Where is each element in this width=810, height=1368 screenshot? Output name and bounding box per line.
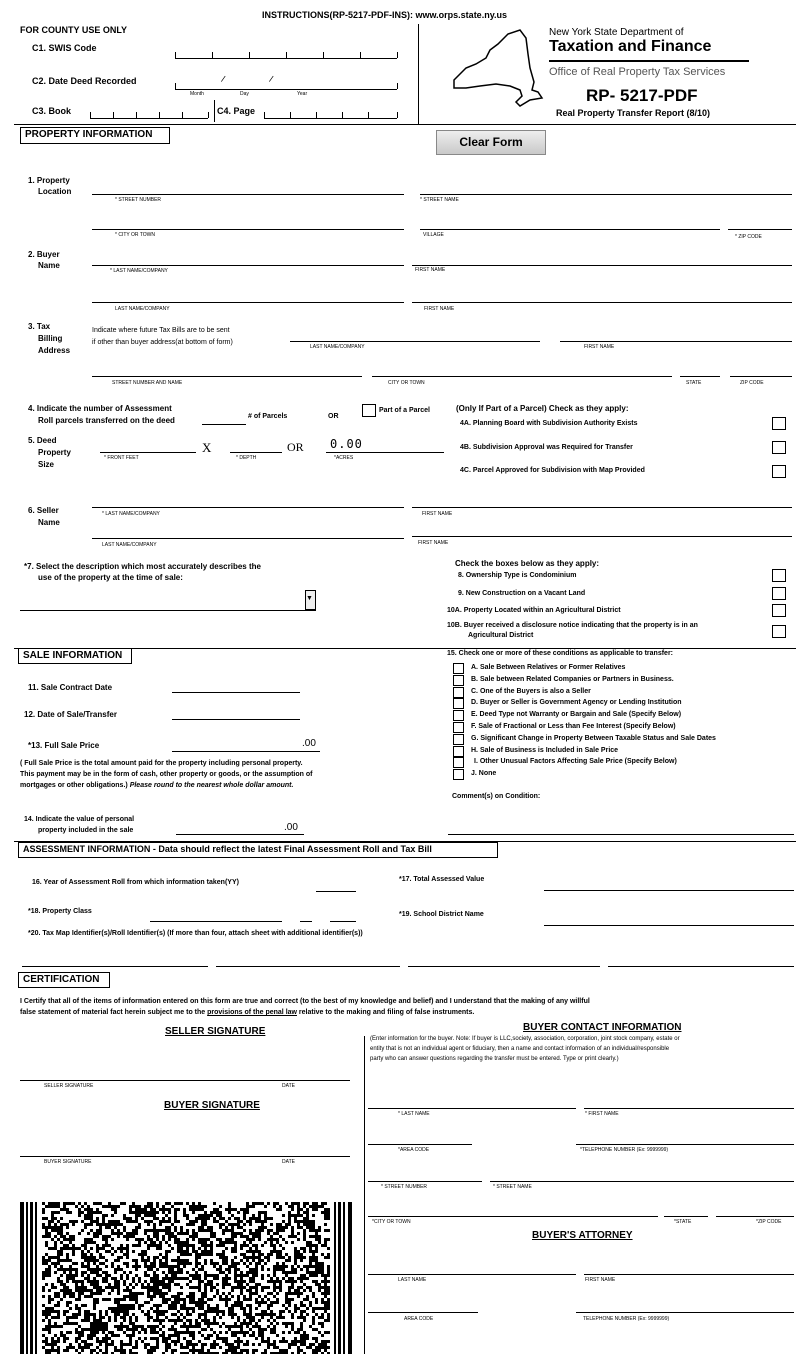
condition-checkbox[interactable] <box>453 757 464 768</box>
buyer2-last-input[interactable] <box>92 302 404 303</box>
contact-street-number-input[interactable] <box>368 1181 482 1182</box>
buyer1-last-input[interactable] <box>92 265 404 266</box>
q9-checkbox[interactable] <box>772 587 786 600</box>
cert-text1: I Certify that all of the items of information entered on this form are true and correct (to the best of my knowledge and belief) and I understand that the making of any willful <box>20 998 590 1005</box>
condition-label: D. Buyer or Seller is Government Agency or Lending Institution <box>471 699 682 707</box>
billing-first-input[interactable] <box>560 341 792 342</box>
or2-label: OR <box>287 440 304 454</box>
condition-checkbox[interactable] <box>453 698 464 709</box>
street-name-label: * STREET NAME <box>420 197 459 203</box>
billing-city-label: CITY OR TOWN <box>388 380 425 386</box>
seller2-last-label: LAST NAME/COMPANY <box>102 542 157 548</box>
contact-note2: entity that is not an individual agent or fiduciary, then a name and contact information of an individual/responsible <box>370 1046 670 1052</box>
num-parcels-label: # of Parcels <box>248 413 288 420</box>
q4b-label: 4B. Subdivision Approval was Required for Transfer <box>460 444 633 451</box>
village-label: VILLAGE <box>423 232 444 238</box>
q1-label-2: Location <box>38 187 72 196</box>
q6-label: 6. Seller <box>28 506 59 515</box>
sale-note3: mortgages or other obligations.) Please round to the nearest whole dollar amount. <box>20 782 294 789</box>
q5-label: 5. Deed <box>28 436 57 445</box>
buyer1-last-label: * LAST NAME/COMPANY <box>110 268 168 274</box>
q11-label: 11. Sale Contract Date <box>28 683 113 692</box>
condition-checkbox[interactable] <box>453 746 464 757</box>
contact-phone-input[interactable] <box>576 1144 794 1145</box>
q2-label: 2. Buyer <box>28 250 60 259</box>
buyer2-last-label: LAST NAME/COMPANY <box>115 306 170 312</box>
contact-phone-label: *TELEPHONE NUMBER (Ex: 9999999) <box>580 1147 669 1153</box>
chevron-down-icon: ▼ <box>306 595 313 602</box>
check-boxes-label: Check the boxes below as they apply: <box>455 559 600 568</box>
swis-code-label: C1. SWIS Code <box>32 43 97 53</box>
seller2-first-input[interactable] <box>412 536 792 537</box>
seller2-first-label: FIRST NAME <box>418 540 449 546</box>
part-parcel-note: (Only If Part of a Parcel) Check as they apply: <box>456 404 629 413</box>
acres-label: *ACRES <box>334 455 354 461</box>
acres-underline <box>326 452 444 453</box>
contact-city-input[interactable] <box>368 1216 658 1217</box>
buyer-contact-title: BUYER CONTACT INFORMATION <box>523 1022 682 1033</box>
q4c-checkbox[interactable] <box>772 465 786 478</box>
form-id: RP- 5217-PDF <box>586 86 698 105</box>
year-label: Year <box>297 91 308 97</box>
billing-first-label: FIRST NAME <box>584 344 615 350</box>
q3-note1: Indicate where future Tax Bills are to be sent <box>92 327 230 334</box>
class-dash <box>300 921 312 922</box>
part-parcel-checkbox[interactable] <box>362 404 376 417</box>
contact-street-name-input[interactable] <box>490 1181 794 1182</box>
property-section-title: PROPERTY INFORMATION <box>20 127 170 144</box>
depth-input[interactable] <box>230 452 282 453</box>
billing-state-label: STATE <box>686 380 702 386</box>
day-label: Day <box>240 91 249 97</box>
tax-map-id-2[interactable] <box>216 966 400 967</box>
zip-label: * ZIP CODE <box>735 234 762 240</box>
contact-street-name-label: * STREET NAME <box>493 1184 532 1190</box>
cert-text2: false statement of material fact herein subject me to the provisions of the penal law relative to the making and filing of false instruments. <box>20 1009 475 1016</box>
contact-area-label: *AREA CODE <box>398 1147 430 1153</box>
condition-label: J. None <box>471 770 497 778</box>
front-feet-label: * FRONT FEET <box>104 455 139 461</box>
q7-label-2: use of the property at the time of sale: <box>38 573 183 582</box>
condition-label: C. One of the Buyers is also a Seller <box>471 687 591 695</box>
condition-checkbox[interactable] <box>453 769 464 780</box>
billing-state-input[interactable] <box>680 376 720 377</box>
q5-label-3: Size <box>38 460 55 469</box>
q7-label: *7. Select the description which most accurately describes the <box>24 562 261 571</box>
q10b-label: 10B. Buyer received a disclosure notice indicating that the property is in an <box>447 622 698 629</box>
buyer2-first-label: FIRST NAME <box>424 306 455 312</box>
attorney-first-label: FIRST NAME <box>585 1277 616 1283</box>
city-town-label: * CITY OR TOWN <box>115 232 156 238</box>
q8-label: 8. Ownership Type is Condominium <box>458 572 577 579</box>
contact-area-input[interactable] <box>368 1144 472 1145</box>
seller2-last-input[interactable] <box>92 538 404 539</box>
q4c-label: 4C. Parcel Approved for Subdivision with Map Provided <box>460 467 645 474</box>
condition-checkbox[interactable] <box>453 687 464 698</box>
ny-state-map-icon <box>446 28 544 110</box>
billing-zip-label: ZIP CODE <box>740 380 764 386</box>
q4-label-2: Roll parcels transferred on the deed <box>38 416 175 425</box>
assessment-section-title: ASSESSMENT INFORMATION - Data should reflect the latest Final Assessment Roll and Tax Bill <box>18 842 498 858</box>
property-class-input[interactable] <box>150 921 282 922</box>
contact-first-input[interactable] <box>584 1108 794 1109</box>
q15-label: 15. Check one or more of these conditions as applicable to transfer: <box>447 650 673 657</box>
billing-street-label: STREET NUMBER AND NAME <box>112 380 183 386</box>
attorney-last-input[interactable] <box>368 1274 576 1275</box>
condition-checkbox[interactable] <box>453 663 464 674</box>
comments-label: Comment(s) on Condition: <box>452 793 541 800</box>
property-class-suffix-input[interactable] <box>330 921 356 922</box>
sale-contract-date-input[interactable] <box>172 692 300 693</box>
barcode-image <box>20 1202 352 1354</box>
dept-line1: New York State Department of <box>549 27 684 38</box>
billing-city-input[interactable] <box>372 376 672 377</box>
village-input[interactable] <box>420 229 720 230</box>
q2-label-2: Name <box>38 261 60 270</box>
billing-last-input[interactable] <box>290 341 540 342</box>
num-parcels-input[interactable] <box>202 424 246 425</box>
q3-label-2: Billing <box>38 334 63 343</box>
q8-checkbox[interactable] <box>772 569 786 582</box>
date-deed-recorded-label: C2. Date Deed Recorded <box>32 76 137 86</box>
seller-date-label: DATE <box>282 1083 295 1089</box>
seller1-last-label: * LAST NAME/COMPANY <box>102 511 160 517</box>
q6-label-2: Name <box>38 518 60 527</box>
condition-label: F. Sale of Fractional or Less than Fee Interest (Specify Below) <box>471 723 676 730</box>
billing-last-label: LAST NAME/COMPANY <box>310 344 365 350</box>
q10b-checkbox[interactable] <box>772 625 786 638</box>
q3-label: 3. Tax <box>28 322 51 331</box>
sale-price-underline <box>172 751 320 752</box>
q19-label: *19. School District Name <box>399 911 484 918</box>
attorney-title: BUYER'S ATTORNEY <box>532 1230 633 1241</box>
roll-year-input[interactable] <box>316 891 356 892</box>
office-label: Office of Real Property Tax Services <box>549 66 726 78</box>
street-number-label: * STREET NUMBER <box>115 197 162 203</box>
q12-label: 12. Date of Sale/Transfer <box>24 710 117 719</box>
q20-label: *20. Tax Map Identifier(s)/Roll Identifier(s) (If more than four, attach sheet with additional identifier(s)) <box>28 930 363 937</box>
condition-checkbox[interactable] <box>453 710 464 721</box>
contact-zip-label: *ZIP CODE <box>756 1219 782 1225</box>
contact-state-label: *STATE <box>674 1219 692 1225</box>
page-label: C4. Page <box>217 106 256 116</box>
instructions-link[interactable]: INSTRUCTIONS(RP-5217-PDF-INS): www.orps.state.ny.us <box>262 10 508 20</box>
attorney-area-label: AREA CODE <box>404 1316 434 1322</box>
street-name-input[interactable] <box>420 194 792 195</box>
tax-map-id-1[interactable] <box>22 966 208 967</box>
q9-label: 9. New Construction on a Vacant Land <box>458 590 586 597</box>
seller1-first-input[interactable] <box>412 507 792 508</box>
q4a-label: 4A. Planning Board with Subdivision Authority Exists <box>460 420 638 427</box>
book-label: C3. Book <box>32 106 72 116</box>
condition-checkbox[interactable] <box>453 722 464 733</box>
q4-label: 4. Indicate the number of Assessment <box>28 404 172 413</box>
contact-note1: (Enter information for the buyer. Note: If buyer is LLC,society, association, corporation, joint stock company, estate or <box>370 1036 680 1042</box>
buyer-date-label: DATE <box>282 1159 295 1165</box>
q16-label: 16. Year of Assessment Roll from which information taken(YY) <box>32 879 239 886</box>
city-town-input[interactable] <box>92 229 404 230</box>
acres-value[interactable]: 0.00 <box>330 437 363 451</box>
buyer1-first-label: FIRST NAME <box>415 267 446 273</box>
dept-line2: Taxation and Finance <box>549 38 712 55</box>
or-label: OR <box>328 413 339 420</box>
q14-label: 14. Indicate the value of personal <box>24 816 135 823</box>
q5-label-2: Property <box>38 448 71 457</box>
q4b-checkbox[interactable] <box>772 441 786 454</box>
personal-property-value[interactable]: .00 <box>284 822 298 833</box>
month-label: Month <box>190 91 204 97</box>
x-separator: X <box>202 440 212 455</box>
attorney-phone-input[interactable] <box>576 1312 794 1313</box>
tax-map-id-3[interactable] <box>408 966 600 967</box>
sale-section-title: SALE INFORMATION <box>18 648 132 664</box>
county-use-label: FOR COUNTY USE ONLY <box>20 25 128 35</box>
tax-map-id-4[interactable] <box>608 966 794 967</box>
certification-section-title: CERTIFICATION <box>18 972 110 988</box>
sale-price-value[interactable]: .00 <box>302 738 316 749</box>
buyer2-first-input[interactable] <box>412 302 792 303</box>
condition-checkbox[interactable] <box>453 675 464 686</box>
front-feet-input[interactable] <box>100 452 196 453</box>
buyer-signature-title: BUYER SIGNATURE <box>164 1100 260 1111</box>
billing-zip-input[interactable] <box>730 376 792 377</box>
q10a-label: 10A. Property Located within an Agricultural District <box>447 607 621 614</box>
q10b-label-2: Agricultural District <box>468 632 534 639</box>
condition-label: B. Sale between Related Companies or Partners in Business. <box>471 675 674 683</box>
seller-signature-input[interactable] <box>20 1080 350 1081</box>
q3-note2: if other than buyer address(at bottom of form) <box>92 339 233 346</box>
part-parcel-label: Part of a Parcel <box>379 407 430 414</box>
q3-label-3: Address <box>38 346 71 355</box>
attorney-phone-label: TELEPHONE NUMBER (Ex: 9999999) <box>583 1316 670 1322</box>
sale-note1: ( Full Sale Price is the total amount paid for the property including personal property. <box>20 760 303 767</box>
contact-state-input[interactable] <box>664 1216 708 1217</box>
seller-signature-label: SELLER SIGNATURE <box>44 1083 94 1089</box>
q1-label: 1. Property <box>28 176 70 185</box>
zip-input[interactable] <box>728 229 792 230</box>
comments-input[interactable] <box>448 834 794 835</box>
street-number-input[interactable] <box>92 194 404 195</box>
attorney-last-label: LAST NAME <box>398 1277 427 1283</box>
seller-signature-title: SELLER SIGNATURE <box>165 1026 266 1037</box>
seller1-first-label: FIRST NAME <box>422 511 453 517</box>
personal-property-underline <box>176 834 304 835</box>
seller1-last-input[interactable] <box>92 507 404 508</box>
condition-checkbox[interactable] <box>453 734 464 745</box>
buyer1-first-input[interactable] <box>412 265 792 266</box>
attorney-area-input[interactable] <box>368 1312 478 1313</box>
school-district-input[interactable] <box>544 925 794 926</box>
condition-label: A. Sale Between Relatives or Former Relatives <box>471 664 626 671</box>
clear-form-button[interactable]: Clear Form <box>436 130 546 155</box>
condition-label: E. Deed Type not Warranty or Bargain and Sale (Specify Below) <box>471 711 682 719</box>
sale-note2: This payment may be in the form of cash, other property or goods, or the assumption of <box>20 771 313 778</box>
depth-label: * DEPTH <box>236 455 257 461</box>
q18-label: *18. Property Class <box>28 908 92 915</box>
form-name: Real Property Transfer Report (8/10) <box>556 108 711 118</box>
q17-label: *17. Total Assessed Value <box>399 876 485 883</box>
condition-label: G. Significant Change in Property Between Taxable Status and Sale Dates <box>471 734 716 742</box>
assessed-value-input[interactable] <box>544 890 794 891</box>
billing-street-input[interactable] <box>92 376 362 377</box>
contact-note3: party who can answer questions regarding the transfer must be entered. Type or print clearly.) <box>370 1056 619 1062</box>
condition-label: I. Other Unusual Factors Affecting Sale Price (Specify Below) <box>474 758 677 766</box>
q13-label: *13. Full Sale Price <box>28 741 100 750</box>
q14-label-2: property included in the sale <box>38 827 134 834</box>
q4a-checkbox[interactable] <box>772 417 786 430</box>
contact-last-label: * LAST NAME <box>398 1111 430 1117</box>
buyer-signature-input[interactable] <box>20 1156 350 1157</box>
contact-street-number-label: * STREET NUMBER <box>381 1184 428 1190</box>
sale-date-input[interactable] <box>172 719 300 720</box>
attorney-first-input[interactable] <box>584 1274 794 1275</box>
contact-first-label: * FIRST NAME <box>585 1111 619 1117</box>
contact-city-label: *CITY OR TOWN <box>372 1219 411 1225</box>
q10a-checkbox[interactable] <box>772 604 786 617</box>
condition-label: H. Sale of Business is Included in Sale Price <box>471 746 619 754</box>
contact-last-input[interactable] <box>368 1108 576 1109</box>
buyer-signature-label: BUYER SIGNATURE <box>44 1159 92 1165</box>
contact-zip-input[interactable] <box>716 1216 794 1217</box>
